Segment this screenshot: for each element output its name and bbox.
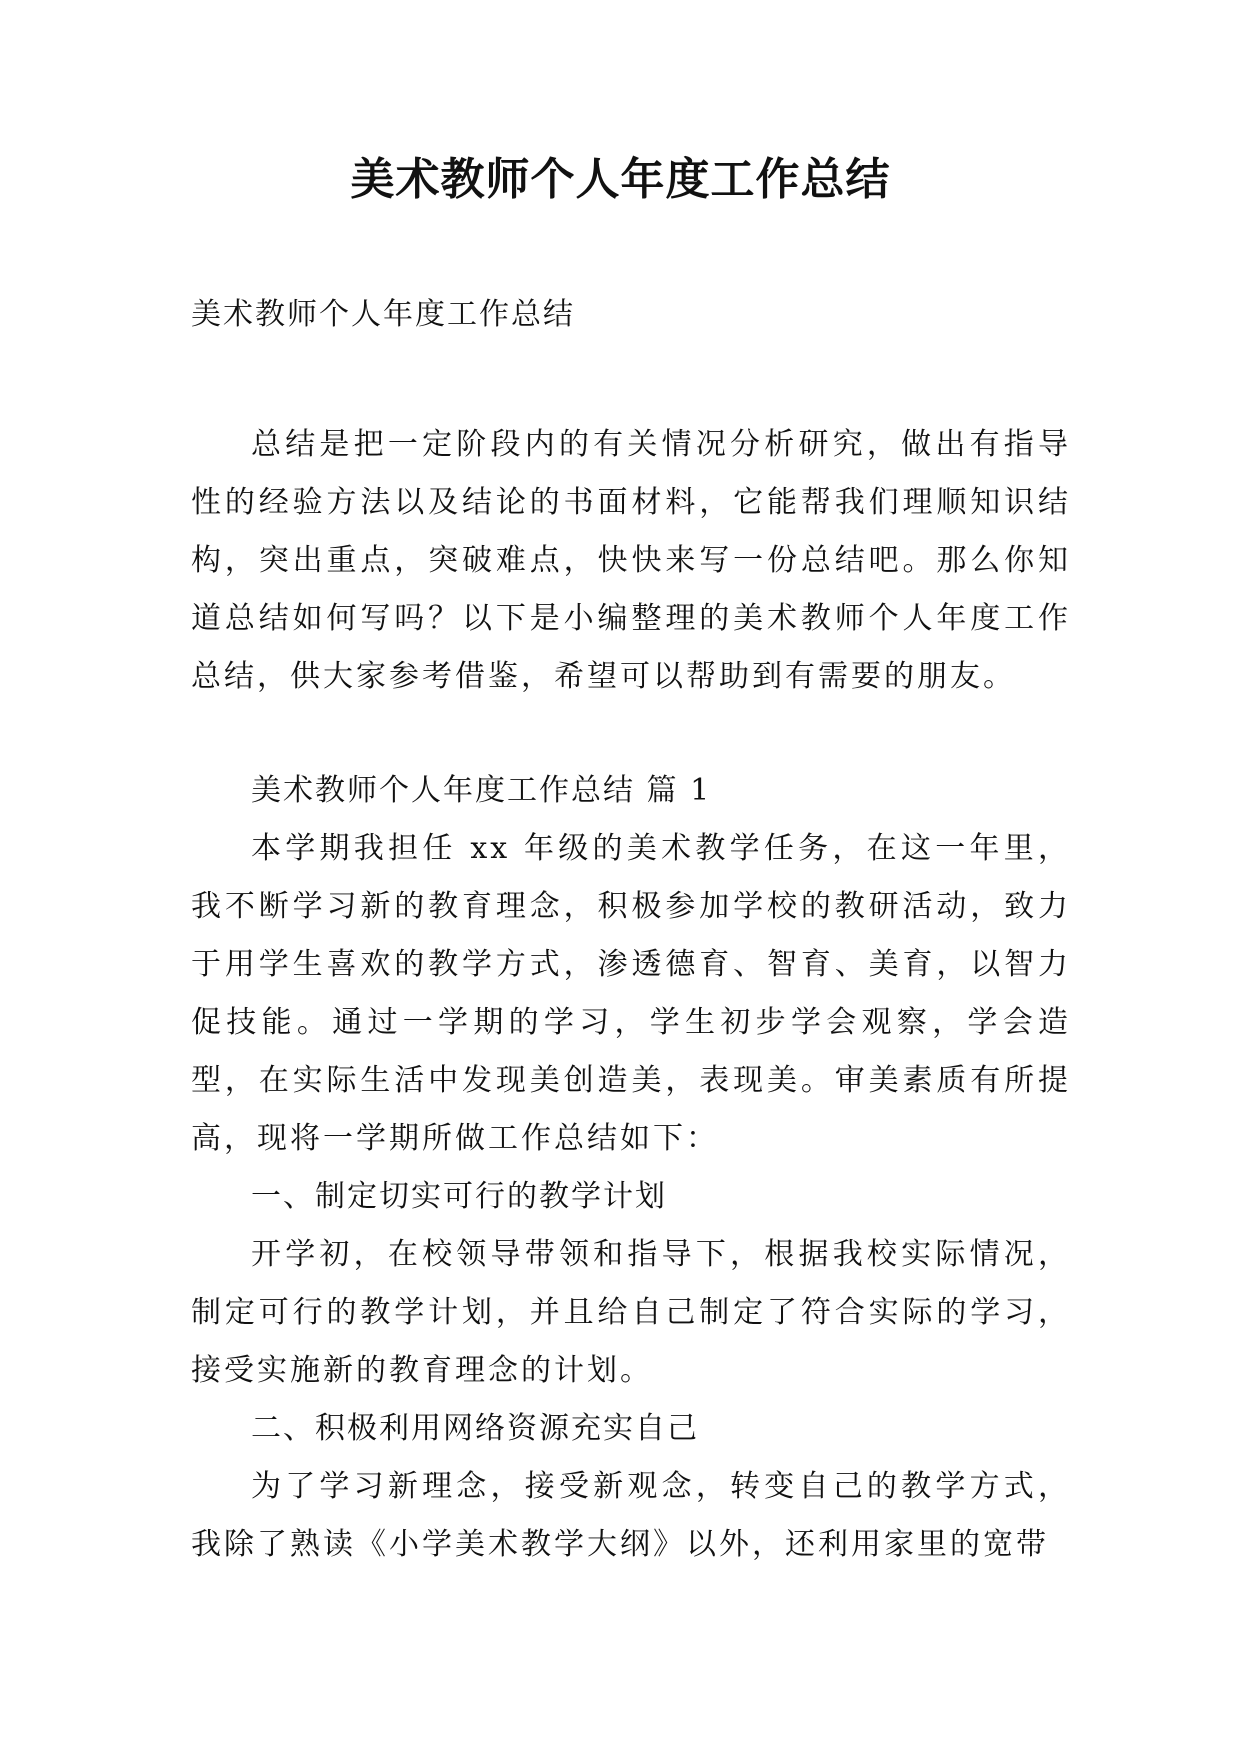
document-subtitle: 美术教师个人年度工作总结 bbox=[191, 297, 575, 332]
document-title: 美术教师个人年度工作总结 bbox=[350, 154, 891, 205]
section-title: 美术教师个人年度工作总结 篇 1 bbox=[251, 773, 712, 808]
subheading: 二、积极利用网络资源充实自己 bbox=[251, 1411, 699, 1446]
body-paragraph: 为了学习新理念，接受新观念，转变自己的教学方式，我除了熟读《小学美术教学大纲》以外，还利用家里的宽带 bbox=[191, 1469, 1071, 1562]
body-paragraph: 本学期我担任 xx 年级的美术教学任务，在这一年里，我不断学习新的教育理念，积极参加学校的教研活动，致力于用学生喜欢的教学方式，渗透德育、智育、美育，以智力促技能。通过一学期的学习，学生初步学会观察，学会造型，在实际生活中发现美创造美，表现美。审美素质有所提高，现将一学期所做工作总结如下： bbox=[191, 831, 1071, 1156]
document-body bbox=[191, 286, 1071, 1574]
subheading: 一、制定切实可行的教学计划 bbox=[251, 1179, 667, 1214]
intro-paragraph: 总结是把一定阶段内的有关情况分析研究，做出有指导性的经验方法以及结论的书面材料，它能帮我们理顺知识结构，突出重点，突破难点，快快来写一份总结吧。那么你知道总结如何写吗？以下是小编整理的美术教师个人年度工作总结，供大家参考借鉴，希望可以帮助到有需要的朋友。 bbox=[191, 427, 1071, 694]
body-paragraph: 开学初，在校领导带领和指导下，根据我校实际情况，制定可行的教学计划，并且给自己制定了符合实际的学习，接受实施新的教育理念的计划。 bbox=[191, 1237, 1071, 1388]
